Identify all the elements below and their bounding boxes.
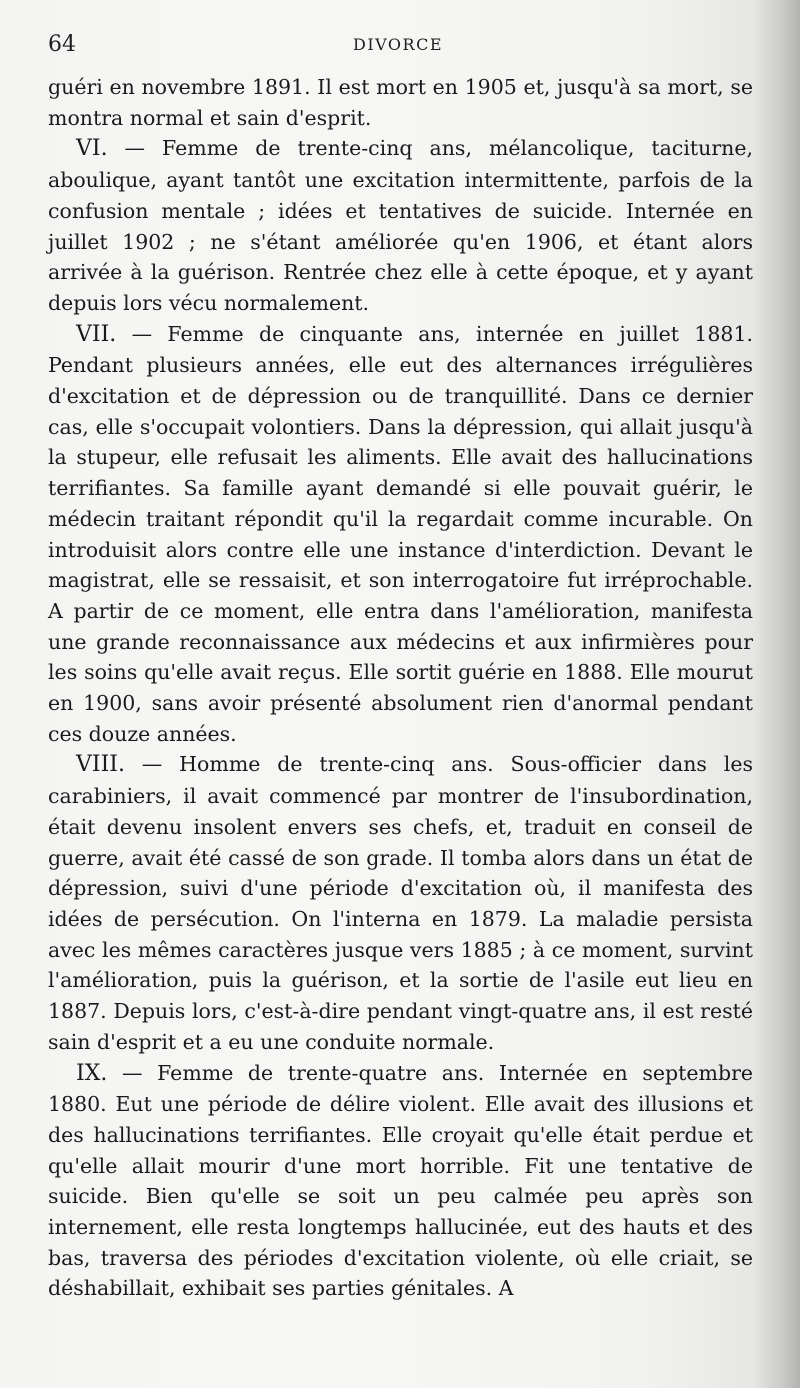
paragraph-text: guéri en novembre 1891. Il est mort en 1905 et, jusqu'à sa mort, se montra normal et sain d'esprit. [48, 75, 753, 130]
paragraph-continuation [48, 72, 753, 133]
case-paragraph-viii [48, 749, 753, 1057]
case-numeral: VII. [76, 321, 117, 347]
body-text [48, 72, 753, 1304]
case-paragraph-ix [48, 1058, 753, 1305]
case-numeral: IX. [76, 1060, 108, 1086]
paragraph-text: — Femme de cinquante ans, internée en juillet 1881. Pendant plusieurs années, elle eut des alternances irrégulières d'excitation et de dépression ou de tranquillité. Dans ce dernier cas, elle s'occupait volontiers. Dans la dépression, qui allait jusqu'à la stupeur, elle refusait les aliments. Elle avait des hallucinations terrifiantes. Sa famille ayant demandé si elle pouvait guérir, le médecin traitant répondit qu'il la regardait comme incurable. On introduisit alors contre elle une instance d'interdiction. Devant le magistrat, elle se ressaisit, et son interrogatoire fut irréprochable. A partir de ce moment, elle entra dans l'amélioration, manifesta une grande reconnaissance aux médecins et aux infirmières pour les soins qu'elle avait reçus. Elle sortit guérie en 1888. Elle mourut en 1900, sans avoir présenté absolument rien d'anormal pendant ces douze années. [48, 321, 753, 746]
case-numeral: VIII. [76, 752, 125, 778]
page-header [48, 28, 748, 62]
case-paragraph-vii [48, 319, 753, 750]
page-edge-shadow [754, 0, 800, 1388]
running-title: DIVORCE [352, 35, 443, 54]
paragraph-text: — Femme de trente-quatre ans. Internée en septembre 1880. Eut une période de délire violent. Elle avait des illusions et des hallucinations terrifiantes. Elle croyait qu'elle était perdue et qu'elle allait mourir d'une mort horrible. Fit une tentative de suicide. Bien qu'elle se soit un peu calmée peu après son internement, elle resta longtemps hallucinée, eut des hauts et des bas, traversa des périodes d'excitation violente, où elle criait, se déshabillait, exhibait ses parties génitales. A [48, 1060, 753, 1301]
case-numeral: VI. [76, 136, 108, 162]
page-number: 64 [48, 32, 76, 57]
paragraph-text: — Homme de trente-cinq ans. Sous-officier dans les carabiniers, il avait commencé par montrer de l'insubordination, était devenu insolent envers ses chefs, et, traduit en conseil de guerre, avait été cassé de son grade. Il tomba alors dans un état de dépression, suivi d'une période d'excitation où, il manifesta des idées de persécution. On l'interna en 1879. La maladie persista avec les mêmes caractères jusque vers 1885 ; à ce moment, survint l'amélioration, puis la guérison, et la sortie de l'asile eut lieu en 1887. Depuis lors, c'est-à-dire pendant vingt-quatre ans, il est resté sain d'esprit et a eu une conduite normale. [48, 752, 753, 1054]
paragraph-text: — Femme de trente-cinq ans, mélancolique, taciturne, aboulique, ayant tantôt une excitation intermittente, parfois de la confusion mentale ; idées et tentatives de suicide. Internée en juillet 1902 ; ne s'étant améliorée qu'en 1906, et étant alors arrivée à la guérison. Rentrée chez elle à cette époque, et y ayant depuis lors vécu normalement. [48, 136, 753, 315]
case-paragraph-vi [48, 133, 753, 318]
